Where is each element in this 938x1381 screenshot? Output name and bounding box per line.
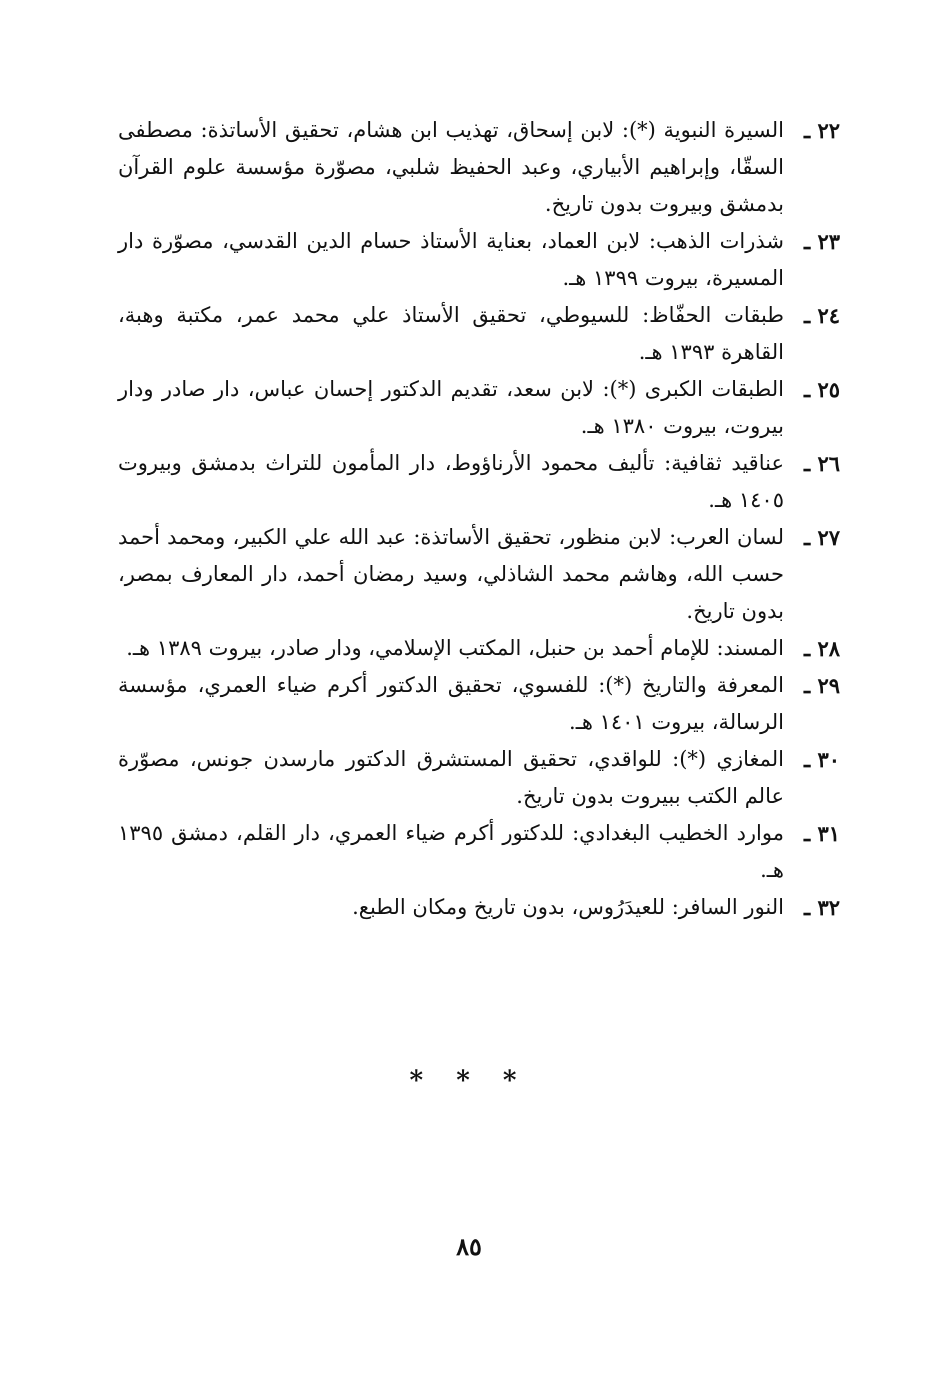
entry-text: عناقيد ثقافية: تأليف محمود الأرناؤوط، دار المأمون للتراث بدمشق وبيروت ١٤٠٥ هـ. (118, 451, 784, 512)
bibliography-entry (118, 445, 840, 519)
entry-number: ٣٢ ـ (803, 895, 840, 920)
bibliography-entry (118, 297, 840, 371)
bibliography-list (118, 112, 840, 926)
entry-number: ٢٢ ـ (803, 118, 840, 143)
entry-number: ٢٨ ـ (803, 636, 840, 661)
entry-number: ٢٧ ـ (803, 525, 840, 550)
bibliography-entry (118, 223, 840, 297)
bibliography-entry (118, 630, 840, 667)
entry-text: طبقات الحفّاظ: للسيوطي، تحقيق الأستاذ علي محمد عمر، مكتبة وهبة، القاهرة ١٣٩٣ هـ. (118, 303, 784, 364)
entry-text: النور السافر: للعيدَرُوس، بدون تاريخ ومكان الطبع. (352, 895, 784, 919)
entry-text: السيرة النبوية (*): لابن إسحاق، تهذيب ابن هشام، تحقيق الأساتذة: مصطفى السقّا، وإبراهيم الأبياري، وعبد الحفيظ شلبي، مصوّرة مؤسسة علوم القرآن بدمشق وبيروت بدون تاريخ. (118, 118, 784, 216)
entry-number: ٣٠ ـ (803, 747, 840, 772)
entry-text: شذرات الذهب: لابن العماد، بعناية الأستاذ حسام الدين القدسي، مصوّرة دار المسيرة، بيروت ١٣٩٩ هـ. (118, 229, 784, 290)
entry-number: ٢٣ ـ (803, 229, 840, 254)
section-separator: * * * (409, 1066, 529, 1096)
bibliography-entry (118, 112, 840, 223)
bibliography-entry (118, 667, 840, 741)
page-number: ٨٥ (456, 1232, 482, 1261)
entry-text: موارد الخطيب البغدادي: للدكتور أكرم ضياء العمري، دار القلم، دمشق ١٣٩٥ هـ. (118, 821, 784, 882)
entry-number: ٢٤ ـ (803, 303, 840, 328)
bibliography-entry (118, 741, 840, 815)
entry-number: ٢٦ ـ (803, 451, 840, 476)
entry-text: المسند: للإمام أحمد بن حنبل، المكتب الإسلامي، ودار صادر، بيروت ١٣٨٩ هـ. (126, 636, 784, 660)
bibliography-entry (118, 519, 840, 630)
entry-number: ٣١ ـ (803, 821, 840, 846)
bibliography-entry (118, 371, 840, 445)
entry-text: المغازي (*): للواقدي، تحقيق المستشرق الدكتور مارسدن جونس، مصوّرة عالم الكتب ببيروت بدون تاريخ. (118, 747, 784, 808)
bibliography-entry (118, 815, 840, 889)
entry-text: المعرفة والتاريخ (*): للفسوي، تحقيق الدكتور أكرم ضياء العمري، مؤسسة الرسالة، بيروت ١٤٠١ هـ. (118, 673, 784, 734)
entry-number: ٢٥ ـ (803, 377, 840, 402)
entry-text: الطبقات الكبرى (*): لابن سعد، تقديم الدكتور إحسان عباس، دار صادر ودار بيروت، بيروت ١٣٨٠ هـ. (118, 377, 784, 438)
entry-number: ٢٩ ـ (803, 673, 840, 698)
entry-text: لسان العرب: لابن منظور، تحقيق الأساتذة: عبد الله علي الكبير، ومحمد أحمد حسب الله، وهاشم محمد الشاذلي، وسيد رمضان أحمد، دار المعارف بمصر، بدون تاريخ. (118, 525, 784, 623)
bibliography-entry (118, 889, 840, 926)
